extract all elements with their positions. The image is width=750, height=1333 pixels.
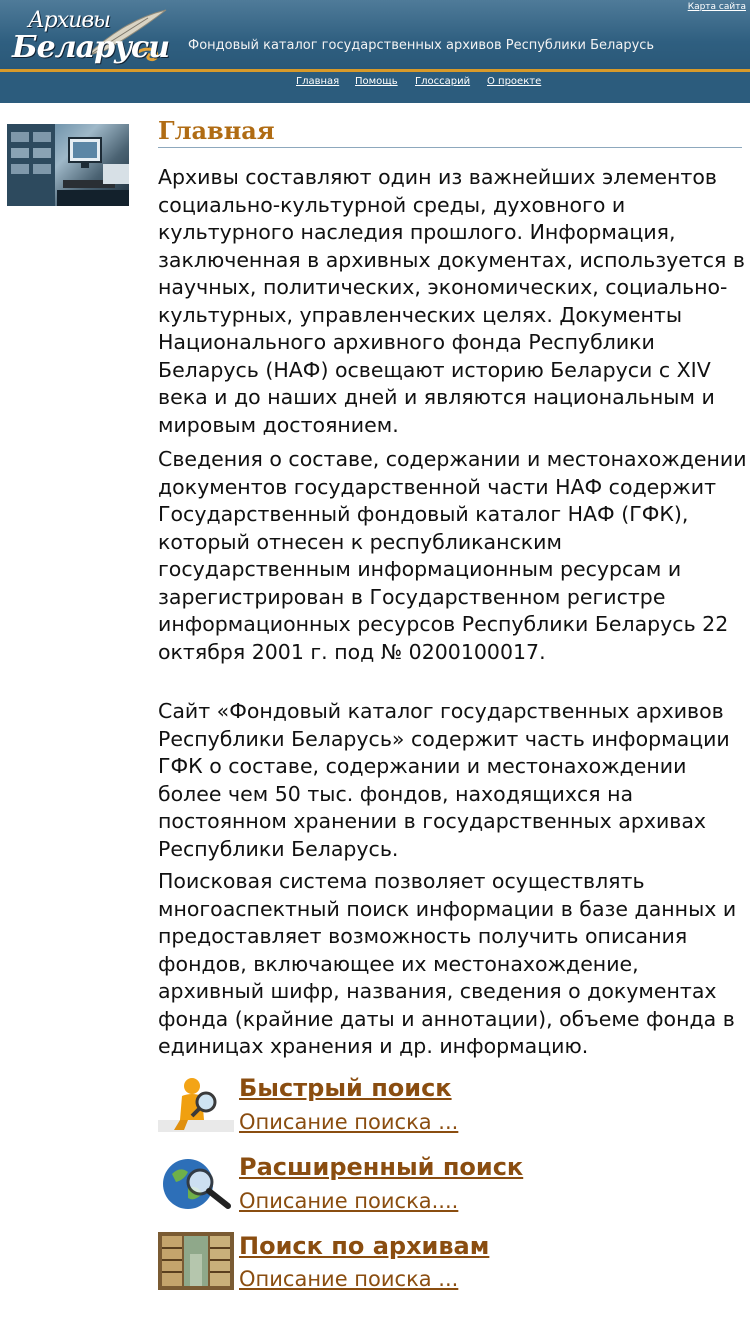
intro-paragraph-3: Сайт «Фондовый каталог государственных архивов Республики Беларусь» содержит часть информации ГФК о составе, содержании и местонахождении более чем 50 тыс. фондов, находящихся на постоянном хранении в государственных архивах Республики Беларусь. <box>158 699 730 861</box>
intro-paragraph-1: Архивы составляют один из важнейших элементов социально-культурной среды, духовного и культурного наследия прошлого. Информация, заключенная в архивных документах, используется в научных, политических, экономических, социально-культурных, управленческих целях. Документы Национального архивного фонда Республики Беларусь (НАФ) освещают историю Беларуси с XIV века и до наших дней и являются национальным и мировым достоянием. <box>158 165 745 437</box>
nav-link-about[interactable]: О проекте <box>487 76 542 87</box>
archive-workstation-image <box>7 124 129 206</box>
archive-search-link[interactable]: Поиск по архивам <box>239 1232 490 1260</box>
logo-line2: Беларуси <box>12 30 170 65</box>
nav-link-glossary[interactable]: Глоссарий <box>415 76 471 87</box>
page-title: Главная <box>158 116 275 145</box>
quick-search-link[interactable]: Быстрый поиск <box>239 1074 452 1102</box>
person-magnifier-icon[interactable] <box>158 1076 234 1132</box>
advanced-search-link[interactable]: Расширенный поиск <box>239 1153 524 1181</box>
quick-search-description-link[interactable]: Описание поиска ... <box>239 1110 459 1134</box>
sitemap-link[interactable]: Карта сайта <box>687 2 746 12</box>
site-logo[interactable] <box>8 6 170 66</box>
archive-search-description-link[interactable]: Описание поиска ... <box>239 1267 459 1291</box>
logo-line1: Архивы <box>28 8 111 33</box>
heading-divider <box>158 147 742 148</box>
advanced-search-description-link[interactable]: Описание поиска.... <box>239 1189 459 1213</box>
globe-magnifier-icon[interactable] <box>158 1154 234 1212</box>
nav-link-home[interactable]: Главная <box>296 76 340 87</box>
site-title: Фондовый каталог государственных архивов Республики Беларусь <box>188 38 655 53</box>
nav-link-help[interactable]: Помощь <box>355 76 398 87</box>
archive-shelves-icon[interactable] <box>158 1232 234 1290</box>
intro-paragraph-2: Сведения о составе, содержании и местонахождении документов государственной части НАФ содержит Государственный фондовый каталог НАФ (ГФК), который отнесен к республиканским государственным информационным ресурсам и зарегистрирован в Государственном регистре информационных ресурсов Республики Беларусь 22 октября 2001 г. под № 0200100017. <box>158 447 747 664</box>
intro-paragraph-4: Поисковая система позволяет осуществлять многоаспектный поиск информации в базе данных и предоставляет возможность получить описания фондов, включающее их местонахождение, архивный шифр, названия, сведения о документах фонда (крайние даты и аннотации), объеме фонда в единицах хранения и др. информацию. <box>158 869 737 1058</box>
